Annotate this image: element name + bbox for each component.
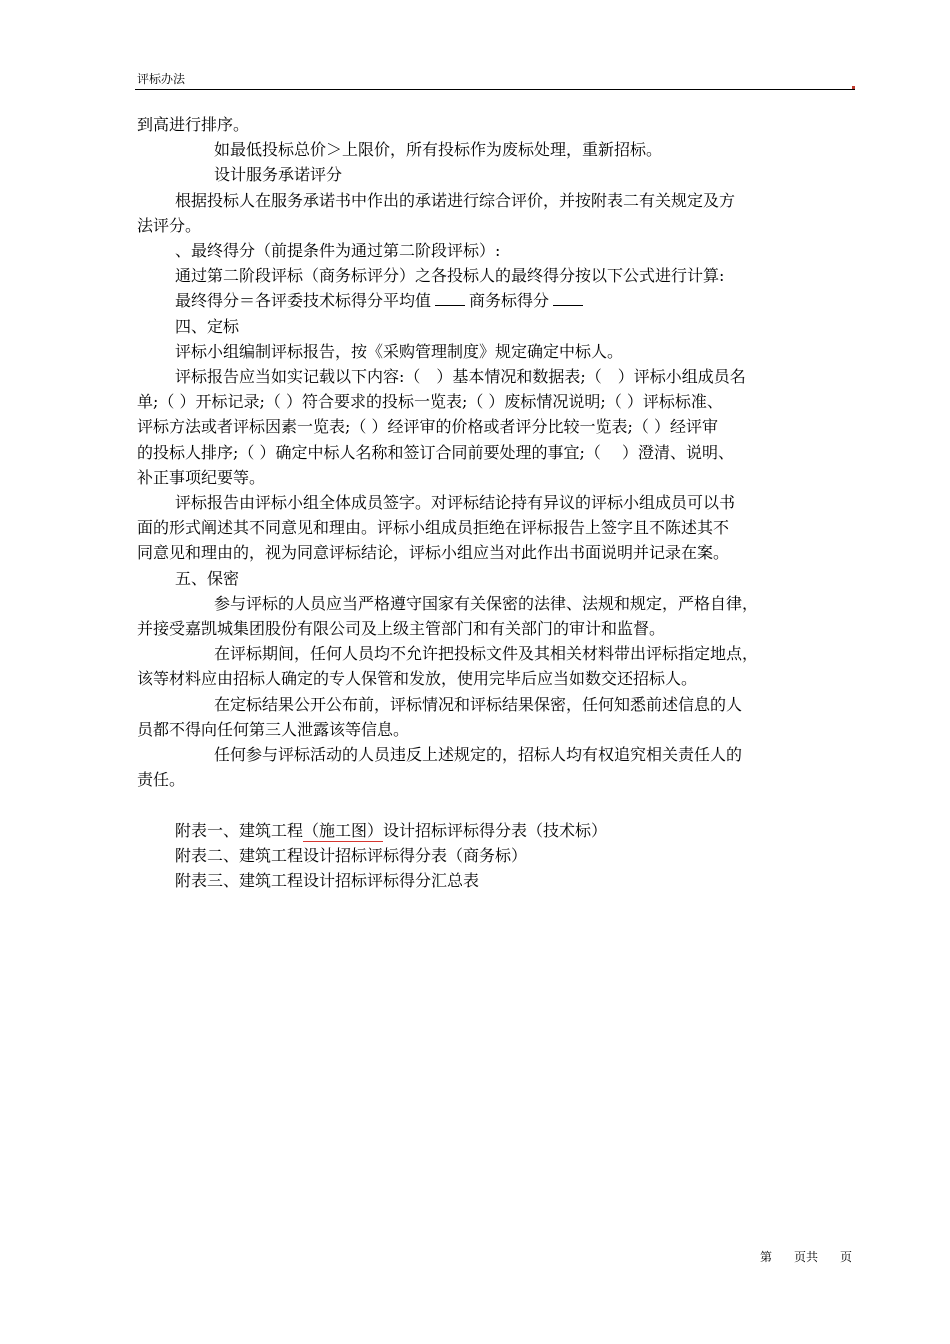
- formula-right: 商务标得分: [469, 291, 550, 311]
- text-line: 的投标人排序;（ ）确定中标人名称和签订合同前要处理的事宜;（ ）澄清、说明、: [137, 442, 734, 462]
- appendix-item-3: 附表三、建筑工程设计招标评标得分汇总表: [175, 871, 480, 891]
- appendix-item-2: 附表二、建筑工程设计招标评标得分表（商务标）: [175, 845, 528, 865]
- appendix-suffix: 设计招标评标得分表（技术标）: [383, 820, 608, 840]
- text-line: 设计服务承诺评分: [214, 165, 343, 185]
- formula-left: 最终得分＝各评委技术标得分平均值: [175, 291, 432, 311]
- section-heading: 四、定标: [175, 316, 240, 336]
- text-line: 评标报告应当如实记载以下内容:（ ）基本情况和数据表;（ ）评标小组成员名: [175, 367, 746, 387]
- text-line: 如最低投标总价＞上限价，所有投标作为废标处理，重新招标。: [214, 140, 663, 160]
- header-title: 评标办法: [137, 72, 186, 86]
- text-line: 补正事项纪要等。: [137, 467, 266, 487]
- formula-line: [137, 288, 853, 313]
- text-line: 责任。: [137, 770, 186, 790]
- text-line: 单;（ ）开标记录;（ ）符合要求的投标一览表;（ ）废标情况说明;（ ）评标标准、: [137, 392, 723, 412]
- text-line: 到高进行排序。: [137, 115, 250, 134]
- footer-ye-gong: 页共: [793, 1250, 818, 1264]
- text-line: 参与评标的人员应当严格遵守国家有关保密的法律、法规和规定，严格自律，: [214, 593, 759, 613]
- text-line: 评标报告由评标小组全体成员签字。对评标结论持有异议的评标小组成员可以书: [175, 493, 736, 513]
- text-line: 评标小组编制评标报告，按《采购管理制度》规定确定中标人。: [175, 341, 624, 361]
- text-line: 并接受嘉凯城集团股份有限公司及上级主管部门和有关部门的审计和监督。: [137, 619, 666, 639]
- appendix-item-1: [137, 818, 853, 843]
- text-line: 员都不得向任何第三人泄露该等信息。: [137, 719, 410, 739]
- page-footer: [760, 1250, 852, 1264]
- text-line: 在定标结果公开公布前，评标情况和评标结果保密，任何知悉前述信息的人: [214, 694, 743, 714]
- body-text: [137, 112, 853, 893]
- text-line: 评标方法或者评标因素一览表;（ ）经评审的价格或者评分比较一览表;（ ）经评审: [137, 417, 718, 437]
- footer-ye: 页: [839, 1250, 852, 1264]
- header-rule: [135, 89, 855, 90]
- appendix-prefix: 附表一、建筑工程: [175, 820, 304, 840]
- section-heading: 五、保密: [175, 568, 240, 588]
- underlined-text: （施工图）: [303, 820, 384, 840]
- text-line: 、最终得分（前提条件为通过第二阶段评标）:: [175, 241, 501, 261]
- spacer: [137, 792, 853, 817]
- text-line: 该等材料应由招标人确定的专人保管和发放，使用完毕后应当如数交还招标人。: [137, 669, 698, 689]
- text-line: 通过第二阶段评标（商务标评分）之各投标人的最终得分按以下公式进行计算:: [175, 266, 725, 286]
- text-line: 在评标期间，任何人员均不允许把投标文件及其相关材料带出评标指定地点，: [214, 644, 759, 664]
- blank-underline: [435, 293, 465, 306]
- text-line: 同意见和理由的，视为同意评标结论，评标小组应当对此作出书面说明并记录在案。: [137, 543, 730, 563]
- blank-underline: [553, 293, 583, 306]
- text-line: 面的形式阐述其不同意见和理由。评标小组成员拒绝在评标报告上签字且不陈述其不: [137, 518, 730, 538]
- text-line: 任何参与评标活动的人员违反上述规定的，招标人均有权追究相关责任人的: [214, 745, 743, 765]
- footer-di: 第: [759, 1250, 772, 1264]
- text-line: 法评分。: [137, 215, 202, 235]
- header-mark: [852, 86, 855, 89]
- text-line: 根据投标人在服务承诺书中作出的承诺进行综合评价，并按附表二有关规定及方: [175, 190, 736, 210]
